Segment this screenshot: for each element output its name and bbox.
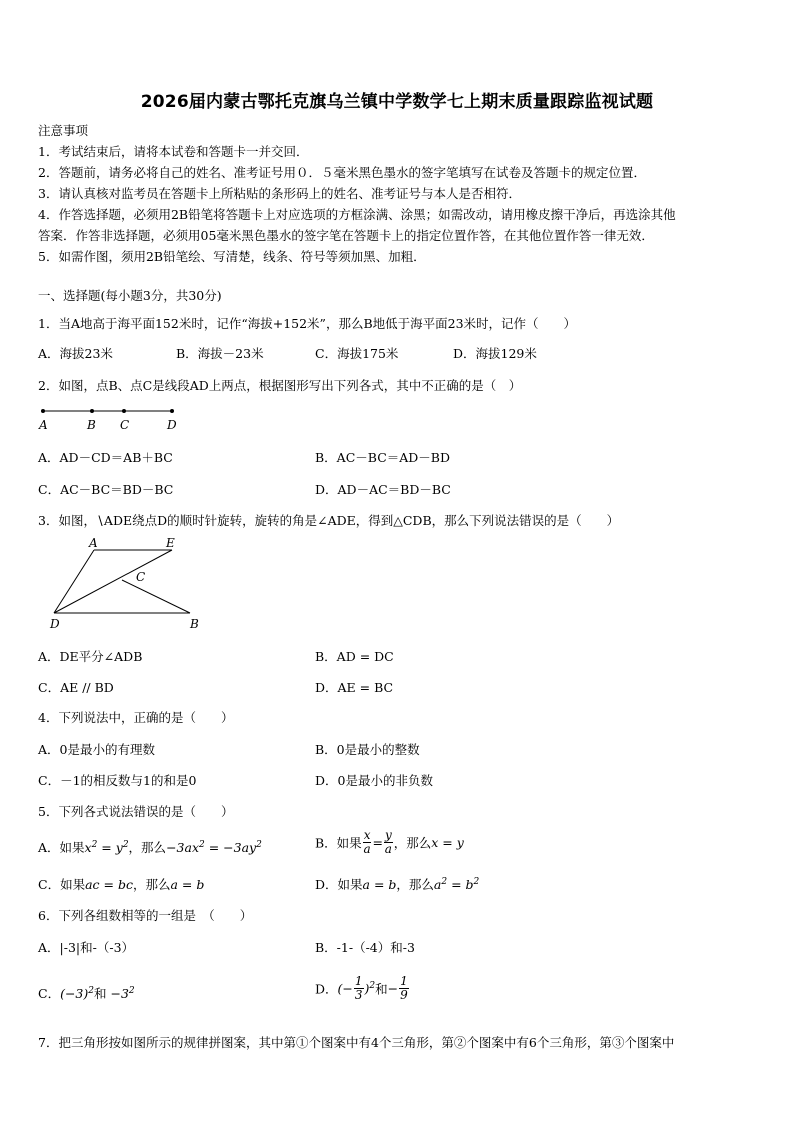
q3-option-b: B．AD = DC (315, 649, 394, 664)
q2-option-c: C．AC－BC＝BD－BC (38, 482, 174, 497)
notice-heading: 注意事项 (38, 123, 89, 138)
q6-option-c: C．$(-3)^2$和 $-3^2$ (38, 985, 135, 1001)
question-3-stem: 3．如图，∖ADE绕点D的顺时针旋转，旋转的角是∠ADE，得到△CDB，那么下列说法错误的是（ ） (38, 513, 620, 528)
q2-option-a: A．AD－CD＝AB＋BC (38, 450, 173, 465)
q2-label-d: D (167, 418, 177, 432)
question-7-stem: 7．把三角形按如图所示的规律拼图案，其中第①个图案中有4个三角形，第②个图案中有6个三角形，第③个图案中 (38, 1035, 675, 1050)
q6-option-d: D．(− $\frac{1}{3}$ )$^2$和− $\frac{1}{9}$ (315, 974, 408, 1002)
q5-c-prefix: C．如果 (38, 877, 86, 892)
q4-option-c: C．－1的相反数与1的和是0 (38, 773, 197, 788)
q3-label-a: A (89, 536, 98, 550)
q5-d-prefix: D．如果 (315, 877, 363, 892)
q5-d-mid: ，那么 (396, 877, 434, 892)
q3-option-d: D．AE = BC (315, 680, 394, 695)
q6-option-b: B．-1-（-4）和-3 (315, 940, 415, 955)
q3-triangle-figure (42, 535, 212, 635)
q3-label-b: B (190, 617, 199, 631)
q5-option-d: D．如果a = b，那么$a^2 = b^2$ (315, 876, 480, 892)
q2-option-b: B．AC－BC＝AD－BD (315, 450, 451, 465)
q3-label-e: E (166, 536, 175, 550)
notice-item-1: 1．考试结束后，请将本试卷和答题卡一并交回． (38, 144, 309, 159)
q2-label-b: B (87, 418, 96, 432)
section-heading: 一、选择题(每小题3分，共30分) (38, 288, 222, 303)
q1-option-d: D．海拔129米 (453, 346, 537, 361)
q5-option-a: A．如果$x^2 = y^2$，那么$-3ax^2 = -3ay^2$ (38, 839, 262, 855)
question-5-stem: 5．下列各式说法错误的是（ ） (38, 804, 234, 819)
q5-option-b: B．如果 $\frac{x}{a}$ = $\frac{y}{a}$ ，那么x = y (315, 828, 464, 856)
q2-option-d: D．AD－AC＝BD－BC (315, 482, 451, 497)
question-6-stem: 6．下列各组数相等的一组是 （ ） (38, 908, 253, 923)
notice-item-2: 2．答题前，请务必将自己的姓名、准考证号用０．５毫米黑色墨水的签字笔填写在试卷及答题卡的规定位置． (38, 165, 646, 180)
q1-option-a: A．海拔23米 (38, 346, 113, 361)
q2-label-c: C (120, 418, 130, 432)
q1-option-b: B．海拔－23米 (176, 346, 264, 361)
notice-item-5: 5．如需作图，须用2B铅笔绘、写清楚，线条、符号等须加黑、加粗． (38, 249, 426, 264)
q5-option-c: C．如果ac = bc，那么a = b (38, 877, 205, 892)
q5-b-prefix: B．如果 (315, 835, 362, 851)
q2-label-a: A (39, 418, 48, 432)
q3-option-c: C．AE // BD (38, 680, 114, 695)
q5-b-mid: ，那么 (393, 835, 432, 851)
q3-label-d: D (50, 617, 60, 631)
q4-option-a: A．0是最小的有理数 (38, 742, 155, 757)
q5-a-prefix: A．如果 (38, 840, 85, 855)
question-4-stem: 4．下列说法中，正确的是（ ） (38, 710, 234, 725)
notice-item-4: 4．作答选择题，必须用2B铅笔将答题卡上对应选项的方框涂满、涂黑；如需改动，请用橡皮擦干净后，再选涂其他 (38, 207, 676, 222)
q4-option-d: D．0是最小的非负数 (315, 773, 433, 788)
q2-line-segment-figure (36, 402, 186, 434)
q3-label-c: C (136, 570, 146, 584)
q5-a-mid: ，那么 (128, 840, 167, 855)
question-2-stem: 2．如图，点B、点C是线段AD上两点，根据图形写出下列各式，其中不正确的是（ ） (38, 378, 522, 393)
q5-c-mid: ，那么 (132, 877, 171, 892)
q4-option-b: B．0是最小的整数 (315, 742, 420, 757)
notice-item-4-cont: 答案．作答非选择题，必须用05毫米黑色墨水的签字笔在答题卡上的指定位置作答，在其他位置作答一律无效． (38, 228, 654, 243)
page-title: 2026届内蒙古鄂托克旗乌兰镇中学数学七上期末质量跟踪监视试题 (140, 92, 654, 112)
q6-option-a: A．|-3|和-（-3） (38, 940, 135, 955)
notice-item-3: 3．请认真核对监考员在答题卡上所粘贴的条形码上的姓名、准考证号与本人是否相符． (38, 186, 521, 201)
q1-option-c: C．海拔175米 (315, 346, 399, 361)
question-1-stem: 1．当A地高于海平面152米时，记作“海拔+152米”，那么B地低于海平面23米时，记作（ ） (38, 316, 577, 331)
q3-option-a: A．DE平分∠ADB (38, 649, 143, 664)
